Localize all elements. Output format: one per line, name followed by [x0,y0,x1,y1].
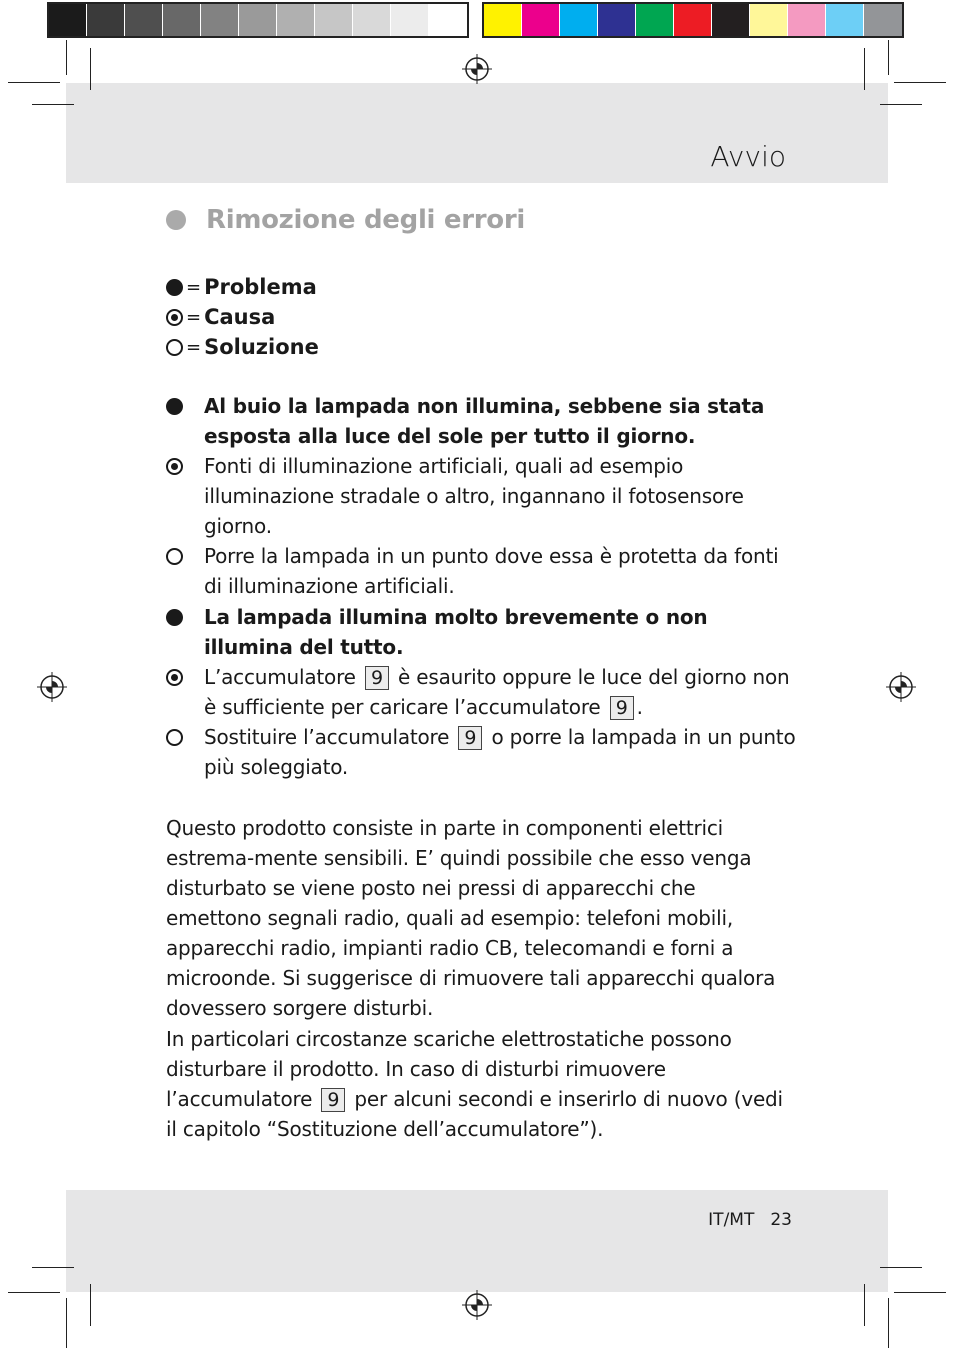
problem-row [166,602,796,662]
troubleshooting-entry-2 [166,602,796,782]
cause-row [166,451,796,541]
paragraph-text-part: In particolari circostanze scariche elettrostatiche possono disturbare il prodotto. In caso di disturbi rimuovere l’accumulatore [166,1027,732,1111]
color-swatch [391,4,429,36]
body-paragraph-2 [166,1024,796,1144]
troubleshooting-entry-1 [166,391,796,601]
color-swatch [864,4,902,36]
registration-mark-icon [37,672,67,702]
cause-text-part: L’accumulatore [204,665,356,689]
color-swatch [750,4,788,36]
solution-text: Porre la lampada in un punto dove essa è protetta da fonti di illuminazione artificiali. [204,544,779,598]
solution-row [166,541,796,601]
legend-item-cause [166,302,319,332]
legend-equals: = [186,276,202,298]
color-swatch [560,4,598,36]
section-title: Avvio [710,140,786,173]
page-footer [692,1210,792,1230]
cause-icon [166,669,183,686]
cause-icon [166,309,183,326]
legend-item-solution [166,332,319,362]
color-swatch [429,4,467,36]
solution-icon [166,548,183,565]
color-swatch [125,4,163,36]
legend-label: Problema [204,275,317,299]
registration-mark-icon [462,1290,492,1320]
color-swatch [826,4,864,36]
color-swatch [522,4,560,36]
solution-icon [166,339,183,356]
color-swatch [315,4,353,36]
cause-text-part: è esaurito oppure le luce del giorno non è sufficiente per caricare l’accumulatore [204,665,790,719]
color-swatch [788,4,826,36]
paragraph-text-part: per alcuni secondi e inserirlo di nuovo (vedi il capitolo “Sostituzione dell’accumulatore”). [166,1087,783,1141]
color-swatch [353,4,391,36]
part-number-ref: 9 [610,696,634,720]
problem-text: La lampada illumina molto brevemente o non illumina del tutto. [204,605,708,659]
color-swatch [484,4,522,36]
cause-row [166,662,796,722]
legend-item-problem [166,272,319,302]
problem-icon [166,279,183,296]
color-swatch [163,4,201,36]
part-number-ref: 9 [458,726,482,750]
solution-row [166,722,796,782]
color-swatch [87,4,125,36]
problem-text: Al buio la lampada non illumina, sebbene sia stata esposta alla luce del sole per tutto il giorno. [204,394,765,448]
solution-icon [166,729,183,746]
heading-bullet-icon [166,210,186,230]
heading-text: Rimozione degli errori [206,205,525,235]
registration-mark-icon [886,672,916,702]
legend-equals: = [186,306,202,328]
color-swatch [712,4,750,36]
registration-mark-icon [462,54,492,84]
color-swatch [598,4,636,36]
problem-icon [166,609,183,626]
solution-text [204,722,796,782]
cause-icon [166,458,183,475]
cause-text [204,662,796,722]
color-swatch [674,4,712,36]
color-swatch [49,4,87,36]
color-swatch [636,4,674,36]
section-heading [166,205,525,235]
symbol-legend [166,272,319,362]
color-swatch [201,4,239,36]
problem-icon [166,398,183,415]
cause-text-part: . [636,695,643,719]
legend-equals: = [186,336,202,358]
footer-band [66,1190,888,1292]
solution-text-part: o porre la lampada in un punto più soleggiato. [204,725,796,779]
solution-text-part: Sostituire l’accumulatore [204,725,450,749]
page-number: 23 [770,1210,792,1230]
part-number-ref: 9 [321,1088,345,1112]
part-number-ref: 9 [365,666,389,690]
legend-label: Causa [204,305,276,329]
cause-text: Fonti di illuminazione artificiali, quali ad esempio illuminazione stradale o altro, ingannano il fotosensore giorno. [204,454,744,538]
body-paragraph-1: Questo prodotto consiste in parte in componenti elettrici estrema-mente sensibili. E’ quindi possibile che esso venga disturbato se viene posto nei pressi di apparecchi che emettono segnali radio, quali ad esempio: telefoni mobili, apparecchi radio, impianti radio CB, telecomandi e forni a microonde. Si suggerisce di rimuovere tali apparecchi qualora dovessero sorgere disturbi. [166,816,776,1020]
legend-label: Soluzione [204,335,319,359]
grayscale-color-bar [47,2,469,38]
color-swatch [239,4,277,36]
problem-row [166,391,796,451]
color-swatch [277,4,315,36]
process-color-bar [482,2,904,38]
language-code: IT/MT [708,1210,755,1230]
